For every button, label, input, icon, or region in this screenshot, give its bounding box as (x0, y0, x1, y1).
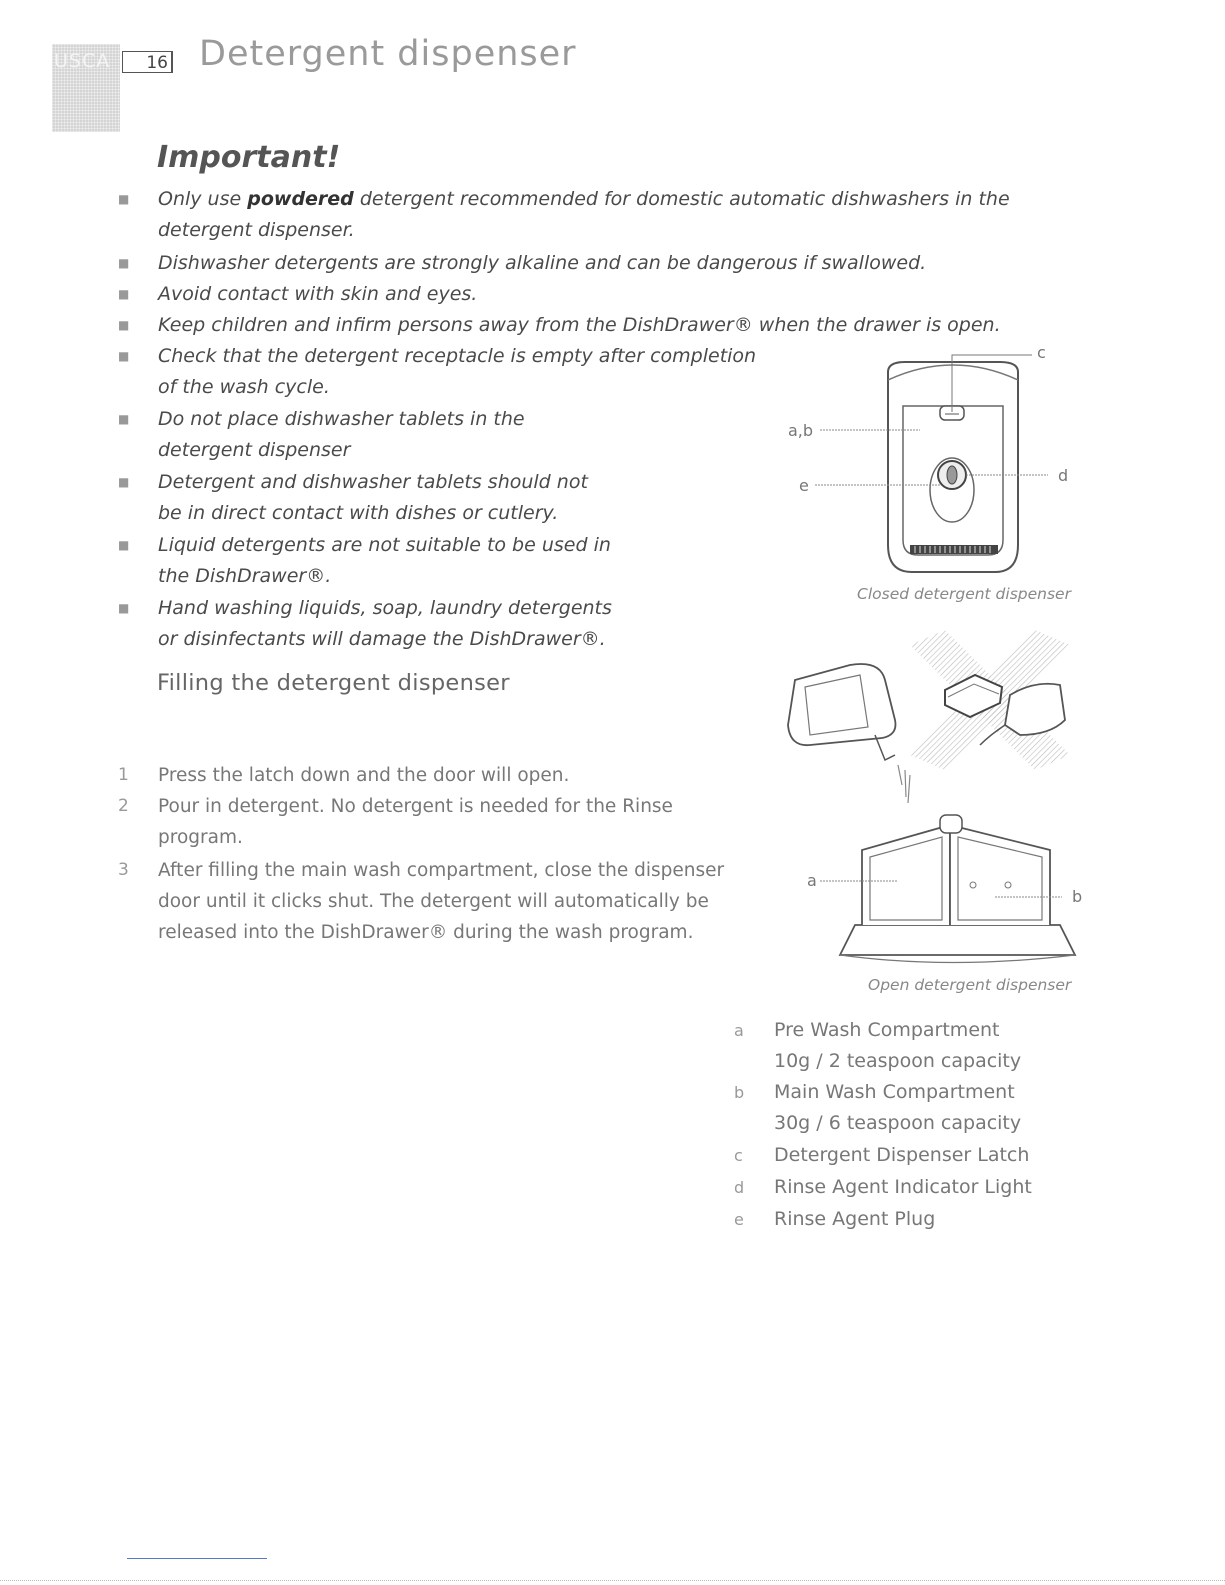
legend-letter: a (734, 1021, 744, 1040)
legend-item: e Rinse Agent Plug (774, 1204, 935, 1235)
step-number: 2 (118, 796, 129, 816)
open-figure-caption: Open detergent dispenser (868, 976, 1072, 994)
region-tab-label: USCA (54, 50, 111, 72)
callout-c: c (1037, 343, 1046, 362)
bottom-dotted-edge (0, 1580, 1225, 1581)
callout-b: b (1072, 887, 1083, 906)
legend-item: b Main Wash Compartment 30g / 6 teaspoon capacity (774, 1077, 1021, 1139)
step-number: 3 (118, 860, 129, 880)
open-dispenser-illustration (770, 625, 1090, 975)
legend-item: a Pre Wash Compartment 10g / 2 teaspoon capacity (774, 1015, 1021, 1077)
callout-a: a (807, 871, 817, 890)
important-item: ■ Liquid detergents are not suitable to be used in the DishDrawer®. (158, 530, 611, 592)
closed-figure-caption: Closed detergent dispenser (857, 585, 1071, 603)
callout-e: e (799, 476, 809, 495)
step-item: 3 After filling the main wash compartment, close the dispenser door until it clicks shut. The detergent will automatically be released into the DishDrawer® during the wash program. (158, 855, 724, 948)
legend-letter: b (734, 1083, 745, 1102)
bullet-icon: ■ (118, 318, 130, 332)
step-number: 1 (118, 765, 129, 785)
important-item: ■ Check that the detergent receptacle is empty after completion of the wash cycle. (158, 341, 756, 403)
legend-letter: d (734, 1178, 745, 1197)
page-number: 16 (122, 51, 173, 73)
important-item: ■ Hand washing liquids, soap, laundry detergents or disinfectants will damage the DishDrawer®. (158, 593, 612, 655)
closed-dispenser-illustration (770, 340, 1090, 580)
filling-heading: Filling the detergent dispenser (157, 670, 510, 696)
bullet-icon: ■ (118, 256, 130, 270)
bullet-icon: ■ (118, 349, 130, 363)
important-item: ■ Only use powdered detergent recommended for domestic automatic dishwashers in the detergent dispenser. (158, 184, 1010, 246)
legend-letter: c (734, 1146, 743, 1165)
bullet-icon: ■ (118, 412, 130, 426)
step-item: 1 Press the latch down and the door will open. (158, 760, 569, 791)
important-item: ■ Avoid contact with skin and eyes. (158, 279, 477, 310)
important-item: ■ Keep children and infirm persons away from the DishDrawer® when the drawer is open. (158, 310, 1001, 341)
legend-item: c Detergent Dispenser Latch (774, 1140, 1029, 1171)
important-item: ■ Do not place dishwasher tablets in the detergent dispenser (158, 404, 525, 466)
bullet-icon: ■ (118, 538, 130, 552)
bullet-icon: ■ (118, 192, 130, 206)
step-item: 2 Pour in detergent. No detergent is needed for the Rinse program. (158, 791, 673, 853)
important-item: ■ Dishwasher detergents are strongly alkaline and can be dangerous if swallowed. (158, 248, 926, 279)
callout-ab: a,b (788, 421, 814, 440)
bullet-icon: ■ (118, 287, 130, 301)
legend-item: d Rinse Agent Indicator Light (774, 1172, 1032, 1203)
legend-letter: e (734, 1210, 744, 1229)
bullet-icon: ■ (118, 601, 130, 615)
important-heading: Important! (157, 140, 341, 175)
callout-d: d (1058, 466, 1069, 485)
important-item: ■ Detergent and dishwasher tablets should not be in direct contact with dishes or cutlery. (158, 467, 588, 529)
bullet-icon: ■ (118, 475, 130, 489)
footer-rule (127, 1558, 267, 1559)
page-title: Detergent dispenser (199, 34, 577, 74)
